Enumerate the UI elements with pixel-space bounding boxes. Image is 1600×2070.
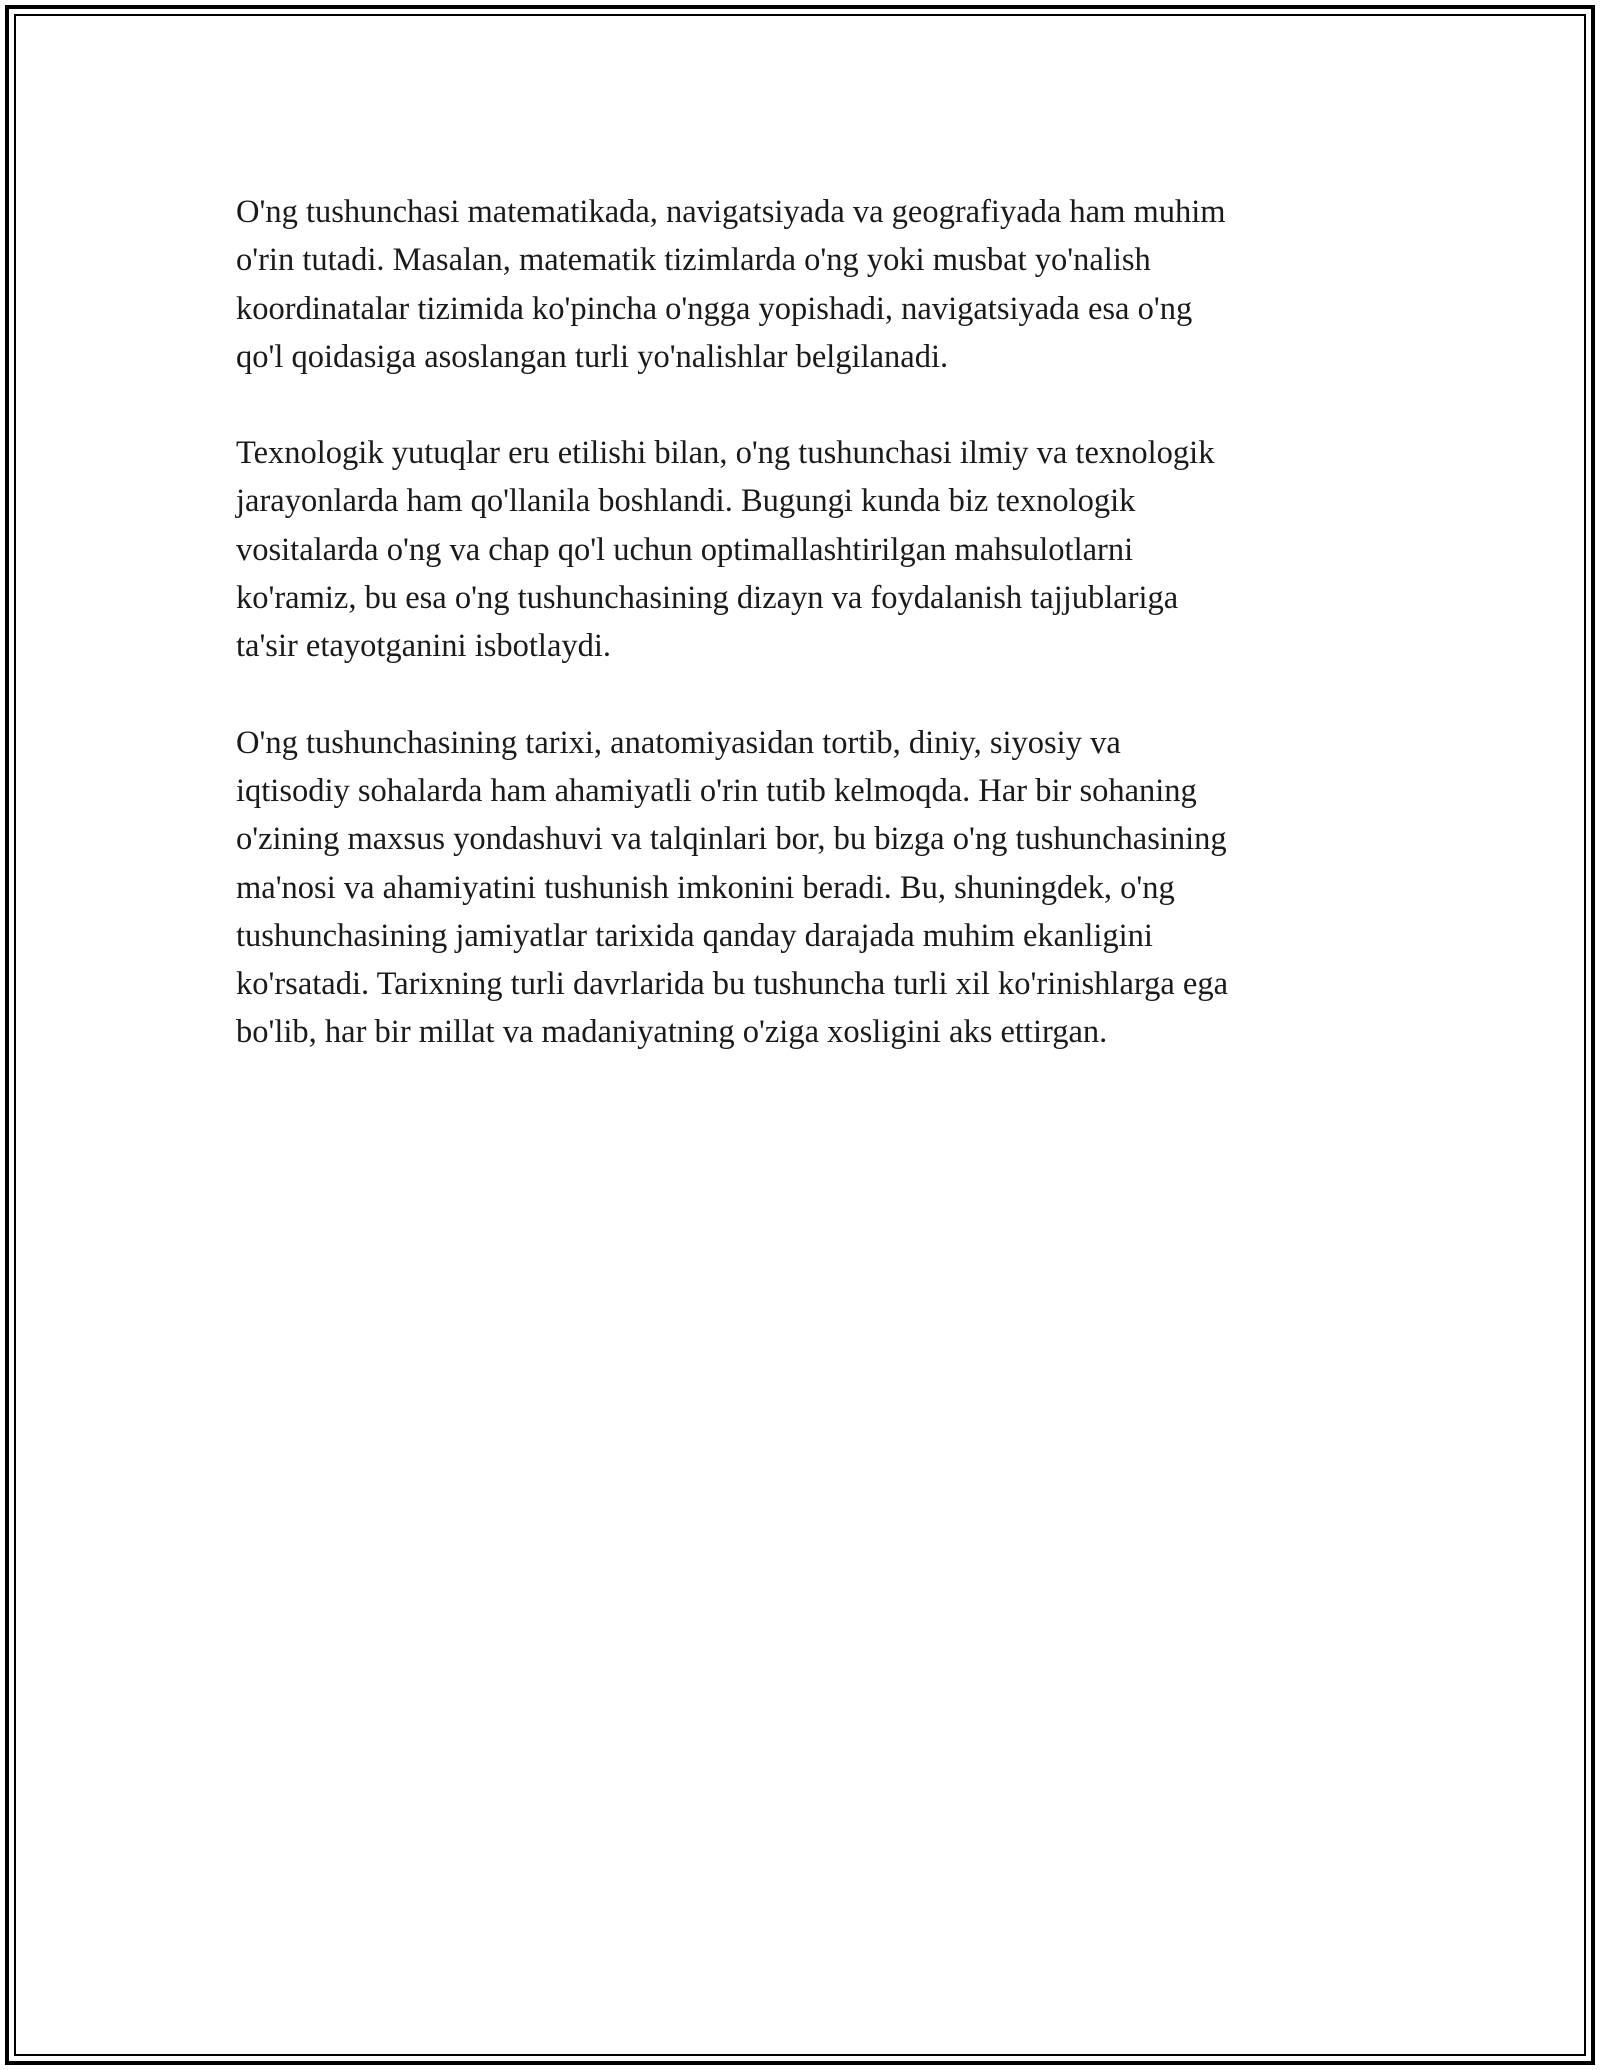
paragraph-line: ta'sir etayotganini isbotlaydi. (236, 628, 612, 665)
paragraph-line: jarayonlarda ham qo'llanila boshlandi. Bugungi kunda biz texnologik (236, 483, 1136, 520)
paragraph-line: Texnologik yutuqlar eru etilishi bilan, o'ng tushunchasi ilmiy va texnologik (236, 435, 1215, 472)
paragraph-line: o'rin tutadi. Masalan, matematik tizimlarda o'ng yoki musbat yo'nalish (236, 242, 1151, 279)
paragraph-line: vositalarda o'ng va chap qo'l uchun optimallashtirilgan mahsulotlarni (236, 531, 1134, 568)
paragraph-line: iqtisodiy sohalarda ham ahamiyatli o'rin tutib kelmoqda. Har bir sohaning (236, 772, 1197, 809)
document-body (236, 188, 1386, 1105)
paragraph-line: ma'nosi va ahamiyatini tushunish imkonini beradi. Bu, shuningdek, o'ng (236, 869, 1175, 906)
paragraph-2 (236, 429, 1386, 670)
paragraph-line: qo'l qoidasiga asoslangan turli yo'nalishlar belgilanadi. (236, 338, 949, 375)
paragraph-line: ko'rsatadi. Tarixning turli davrlarida bu tushuncha turli xil ko'rinishlarga ega (236, 966, 1229, 1003)
paragraph-line: o'zining maxsus yondashuvi va talqinlari bor, bu bizga o'ng tushunchasining (236, 821, 1227, 858)
paragraph-line: bo'lib, har bir millat va madaniyatning o'ziga xosligini aks ettirgan. (236, 1014, 1108, 1051)
paragraph-3 (236, 719, 1386, 1057)
paragraph-1 (236, 188, 1386, 381)
paragraph-line: ko'ramiz, bu esa o'ng tushunchasining dizayn va foydalanish tajjublariga (236, 580, 1179, 617)
paragraph-line: O'ng tushunchasi matematikada, navigatsiyada va geografiyada ham muhim (236, 194, 1226, 230)
paragraph-line: O'ng tushunchasining tarixi, anatomiyasidan tortib, diniy, siyosiy va (236, 724, 1121, 761)
paragraph-line: tushunchasining jamiyatlar tarixida qanday darajada muhim ekanligini (236, 917, 1153, 954)
paragraph-line: koordinatalar tizimida ko'pincha o'ngga yopishadi, navigatsiyada esa o'ng (236, 290, 1193, 327)
